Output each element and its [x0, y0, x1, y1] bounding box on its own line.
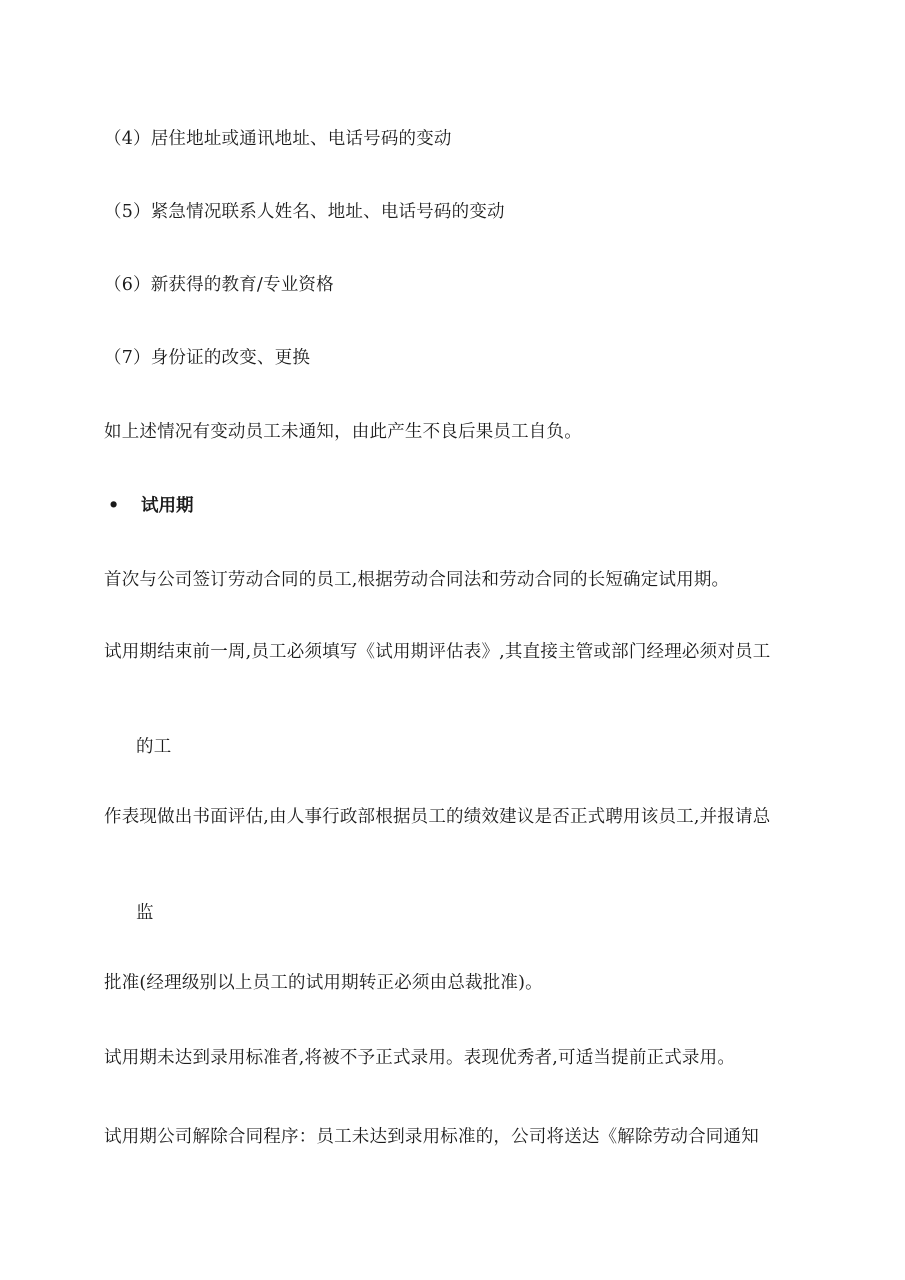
- paragraph-approval: 批准(经理级别以上员工的试用期转正必须由总裁批准)。: [104, 973, 543, 993]
- list-item-id-card-change: （7）身份证的改变、更换: [104, 348, 311, 368]
- paragraph-probation-evaluation: 试用期结束前一周,员工必须填写《试用期评估表》,其直接主管或部门经理必须对员工: [104, 642, 771, 662]
- section-heading: [108, 495, 194, 517]
- paragraph-probation-standard: 试用期未达到录用标准者,将被不予正式录用。表现优秀者,可适当提前正式录用。: [104, 1048, 736, 1068]
- paragraph-fragment-director: 监: [136, 903, 154, 923]
- notice-paragraph: 如上述情况有变动员工未通知，由此产生不良后果员工自负。: [104, 422, 582, 442]
- paragraph-termination-procedure: 试用期公司解除合同程序：员工未达到录用标准的，公司将送达《解除劳动合同通知: [104, 1127, 759, 1147]
- list-item-address-change: （4）居住地址或通讯地址、电话号码的变动: [104, 129, 452, 149]
- list-item-new-qualification: （6）新获得的教育/专业资格: [104, 275, 334, 295]
- paragraph-performance-assessment: 作表现做出书面评估,由人事行政部根据员工的绩效建议是否正式聘用该员工,并报请总: [104, 807, 771, 827]
- bullet-icon: •: [108, 496, 120, 516]
- paragraph-fragment-work: 的工: [136, 737, 172, 757]
- section-title: 试用期: [141, 496, 194, 516]
- list-item-emergency-contact-change: （5）紧急情况联系人姓名、地址、电话号码的变动: [104, 202, 505, 222]
- paragraph-probation-intro: 首次与公司签订劳动合同的员工,根据劳动合同法和劳动合同的长短确定试用期。: [104, 570, 730, 590]
